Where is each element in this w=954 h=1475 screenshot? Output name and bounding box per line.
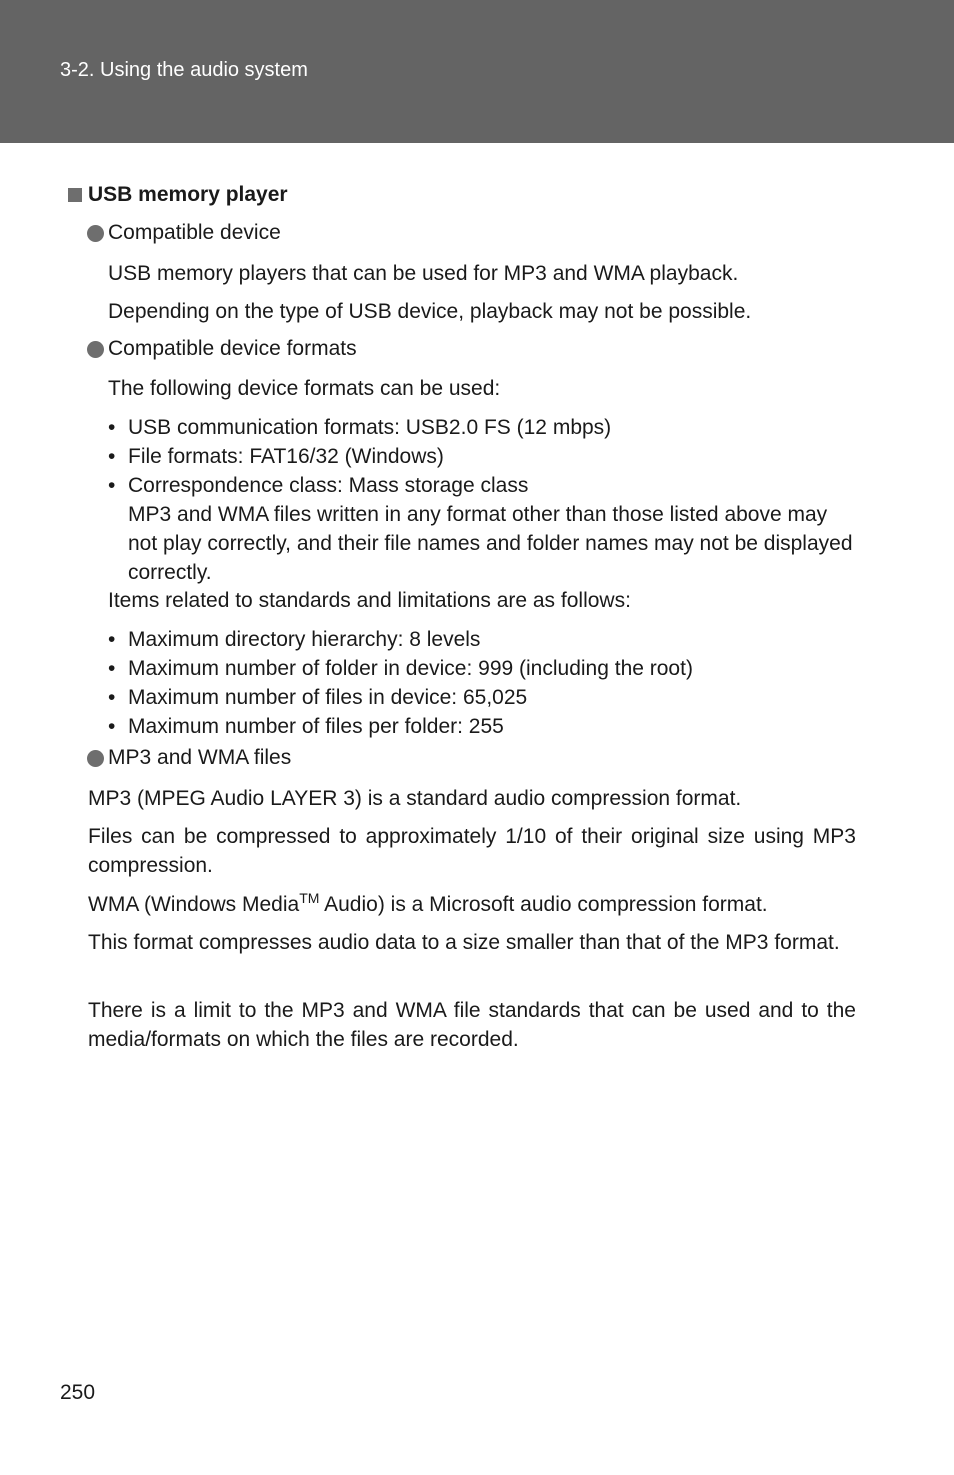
subheading-compatible-formats (87, 337, 357, 361)
section-heading (68, 183, 288, 207)
breadcrumb: 3-2. Using the audio system (60, 59, 308, 81)
subheading-compatible-device (87, 221, 281, 245)
paragraph: USB memory players that can be used for MP3 and WMA playback. (108, 262, 739, 285)
circle-bullet-icon (87, 225, 104, 242)
section-title: USB memory player (88, 183, 288, 206)
list-item-note: MP3 and WMA files written in any format other than those listed above may not play correctly, and their file names and folder names may not be displayed correctly. (128, 503, 853, 584)
list-item: • Maximum number of files per folder: 255 (108, 715, 504, 738)
page-number: 250 (60, 1381, 96, 1404)
paragraph: MP3 (MPEG Audio LAYER 3) is a standard audio compression format. (88, 787, 742, 810)
square-bullet-icon (68, 188, 82, 202)
list-item: • Correspondence class: Mass storage class (108, 474, 529, 497)
subheading-mp3-wma (87, 746, 291, 770)
header-band (0, 0, 954, 143)
circle-bullet-icon (87, 750, 104, 767)
subheading-label: MP3 and WMA files (108, 746, 292, 769)
paragraph: There is a limit to the MP3 and WMA file standards that can be used and to the media/formats on which the files are recorded. (88, 999, 856, 1051)
subheading-label: Compatible device formats (108, 337, 357, 360)
list-item: • File formats: FAT16/32 (Windows) (108, 445, 444, 468)
subheading-label: Compatible device (108, 221, 281, 244)
paragraph: The following device formats can be used: (108, 377, 501, 400)
paragraph: Depending on the type of USB device, playback may not be possible. (108, 300, 752, 323)
circle-bullet-icon (87, 341, 104, 358)
paragraph: Files can be compressed to approximately 1/10 of their original size using MP3 compression. (88, 825, 856, 877)
list-item: • Maximum directory hierarchy: 8 levels (108, 628, 481, 651)
trademark-superscript: TM (299, 890, 320, 906)
paragraph: This format compresses audio data to a size smaller than that of the MP3 format. (88, 931, 840, 954)
list-item: • Maximum number of folder in device: 999 (including the root) (108, 657, 693, 680)
paragraph-wma: WMA (Windows Media™ Audio) is a Microsoft audio compression format. (88, 890, 768, 916)
paragraph: Items related to standards and limitations are as follows: (108, 589, 631, 612)
list-item: • Maximum number of files in device: 65,025 (108, 686, 528, 709)
list-item: • USB communication formats: USB2.0 FS (12 mbps) (108, 416, 612, 439)
